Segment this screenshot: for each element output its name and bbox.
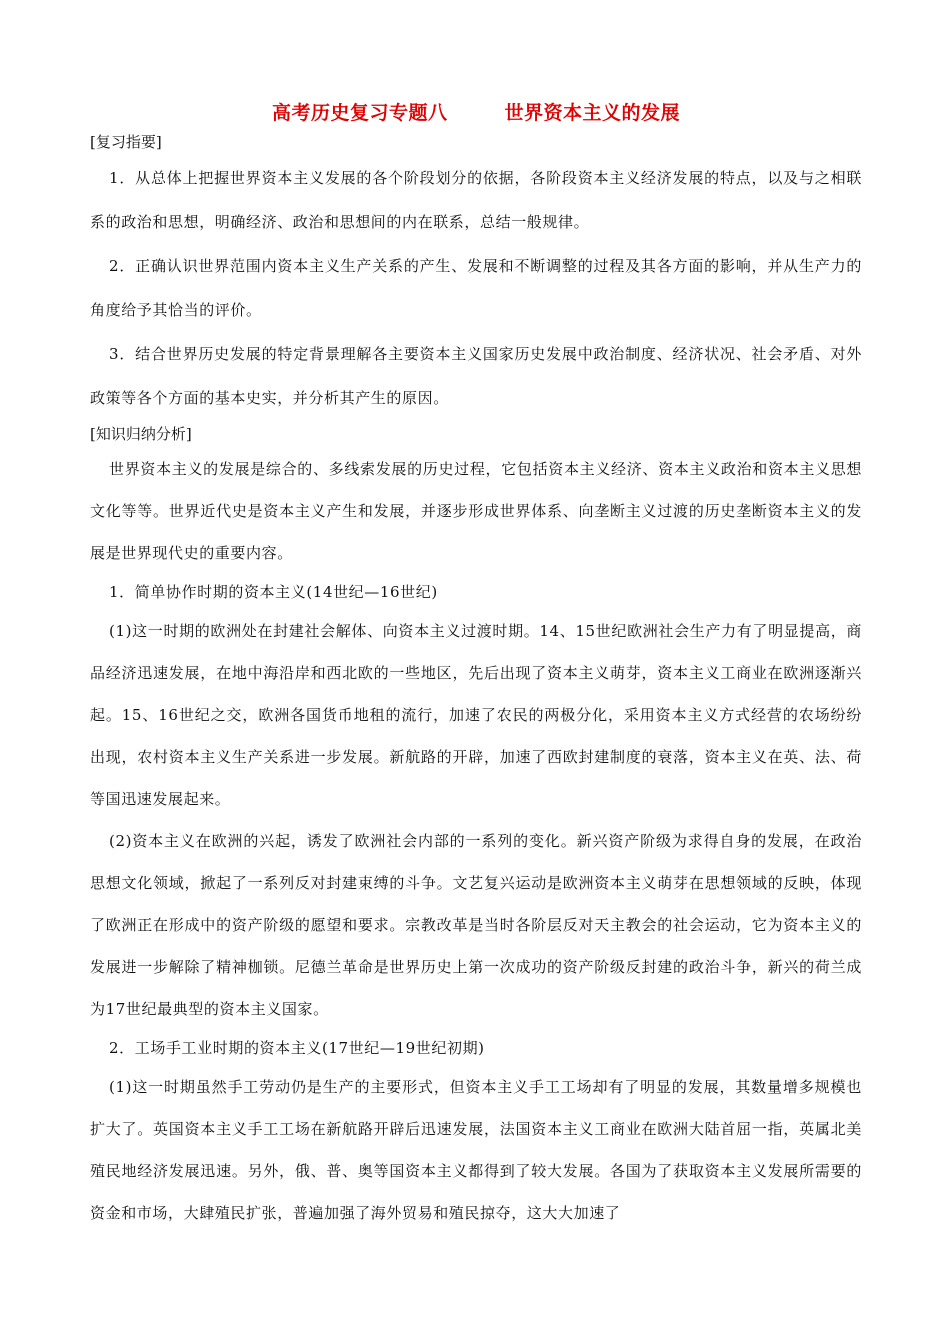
analysis-heading: [知识归纳分析] (90, 425, 192, 443)
guide-item-3: 3．结合世界历史发展的特定背景理解各主要资本主义国家历史发展中政治制度、经济状况、社会矛盾、对外政策等各个方面的基本史实，并分析其产生的原因。 (90, 345, 862, 407)
analysis-intro: 世界资本主义的发展是综合的、多线索发展的历史过程，它包括资本主义经济、资本主义政治和资本主义思想文化等等。世界近代史是资本主义产生和发展，并逐步形成世界体系、向垄断主义过渡的历史垄断资本主义的发展是世界现代史的重要内容。 (90, 460, 862, 562)
period2-heading: 2．工场手工业时期的资本主义(17世纪—19世纪初期) (109, 1039, 485, 1057)
guide-item-2: 2．正确认识世界范围内资本主义生产关系的产生、发展和不断调整的过程及其各方面的影响，并从生产力的角度给予其恰当的评价。 (90, 257, 862, 319)
guide-heading: [复习指要] (90, 133, 162, 151)
document-page (90, 100, 862, 1234)
period1-paragraph-1: (1)这一时期的欧洲处在封建社会解体、向资本主义过渡时期。14、15世纪欧洲社会生产力有了明显提高，商品经济迅速发展，在地中海沿岸和西北欧的一些地区，先后出现了资本主义萌芽，资本主义工商业在欧洲逐渐兴起。15、16世纪之交，欧洲各国货币地租的流行，加速了农民的两极分化，采用资本主义方式经营的农场纷纷出现，农村资本主义生产关系进一步发展。新航路的开辟，加速了西欧封建制度的衰落，资本主义在英、法、荷等国迅速发展起来。 (90, 622, 862, 808)
period2-paragraph-1: (1)这一时期虽然手工劳动仍是生产的主要形式，但资本主义手工工场却有了明显的发展，其数量增多规模也扩大了。英国资本主义手工工场在新航路开辟后迅速发展，法国资本主义工商业在欧洲大陆首屈一指，英属北美殖民地经济发展迅速。另外，俄、普、奥等国资本主义都得到了较大发展。各国为了获取资本主义发展所需要的资金和市场，大肆殖民扩张，普遍加强了海外贸易和殖民掠夺，这大大加速了 (90, 1078, 862, 1222)
period1-paragraph-2: (2)资本主义在欧洲的兴起，诱发了欧洲社会内部的一系列的变化。新兴资产阶级为求得自身的发展，在政治思想文化领域，掀起了一系列反对封建束缚的斗争。文艺复兴运动是欧洲资本主义萌芽在思想领域的反映，体现了欧洲正在形成中的资产阶级的愿望和要求。宗教改革是当时各阶层反对天主教会的社会运动，它为资本主义的发展进一步解除了精神枷锁。尼德兰革命是世界历史上第一次成功的资产阶级反封建的政治斗争，新兴的荷兰成为17世纪最典型的资本主义国家。 (90, 832, 862, 1018)
guide-item-1: 1．从总体上把握世界资本主义发展的各个阶段划分的依据，各阶段资本主义经济发展的特点，以及与之相联系的政治和思想，明确经济、政治和思想间的内在联系，总结一般规律。 (90, 169, 862, 231)
period1-heading: 1．简单协作时期的资本主义(14世纪—16世纪) (109, 583, 438, 601)
document-title: 高考历史复习专题八 世界资本主义的发展 (272, 102, 680, 124)
